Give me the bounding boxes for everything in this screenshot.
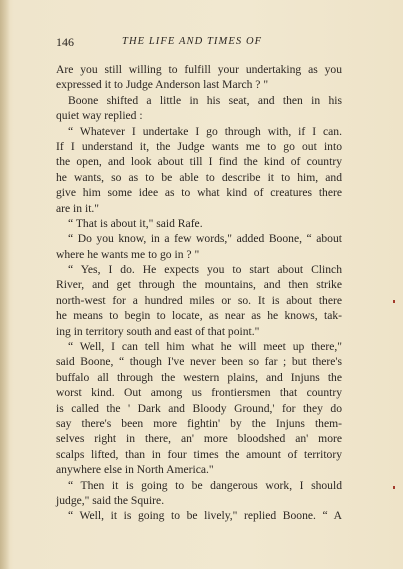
text-line: scalps lifted, than in four times the amount of territory <box>56 447 342 461</box>
spine-shadow <box>0 0 10 569</box>
page-edge-mark <box>393 486 395 489</box>
text-line: he means to begin to locate, as near as he knows, tak- <box>56 309 342 323</box>
text-line: give him some idee as to what kind of creatures there <box>56 186 342 200</box>
text-line: Boone shifted a little in his seat, and then in his <box>68 93 342 107</box>
text-line: quiet way replied : <box>56 109 143 123</box>
text-line: judge," said the Squire. <box>56 493 165 507</box>
text-line: “ Well, it is going to be lively," replied Boone. “ A <box>68 509 342 523</box>
text-line: worst kind. Out among us frontiersmen that country <box>56 386 342 400</box>
text-line: selves right in there, an' more bloodshed an' more <box>56 432 342 446</box>
text-line: expressed it to Judge Anderson last March ? " <box>56 78 269 92</box>
text-line: “ That is about it," said Rafe. <box>68 216 203 230</box>
text-line: said Boone, “ though I've never been so far ; but there's <box>56 355 342 369</box>
text-line: he wants, so as to be able to describe it to him, and <box>56 170 342 184</box>
text-line: “ Yes, I do. He expects you to start about Clinch <box>68 263 342 277</box>
text-line: “ Do you know, in a few words," added Boone, “ about <box>68 232 342 246</box>
text-line: where he wants me to go in ? " <box>56 247 200 261</box>
page-header <box>56 35 356 49</box>
body-text <box>56 62 342 524</box>
text-line: say there's been more fightin' by the Injuns them- <box>56 416 342 430</box>
text-line: If I understand it, the Judge wants me to go out into <box>56 139 342 153</box>
text-line: are in it." <box>56 201 100 215</box>
text-line: anywhere else in North America." <box>56 463 214 477</box>
running-head: THE LIFE AND TIMES OF <box>122 36 263 47</box>
text-line: “ Well, I can tell him what he will meet up there," <box>68 340 342 354</box>
text-line: “ Then it is going to be dangerous work, I should <box>68 478 342 492</box>
text-line: is called the ' Dark and Bloody Ground,' for they do <box>56 401 342 415</box>
text-line: Are you still willing to fulfill your undertaking as you <box>56 63 342 76</box>
page-edge-mark <box>393 300 395 303</box>
text-line: ing in territory south and east of that point." <box>56 324 260 338</box>
text-line: “ Whatever I undertake I go through with, if I can. <box>68 124 342 138</box>
text-line: River, and get through the mountains, and then strike <box>56 278 342 292</box>
text-line: the open, and look about till I find the kind of country <box>56 155 342 169</box>
text-line: north-west for a hundred miles or so. It is about there <box>56 293 342 307</box>
page-number: 146 <box>56 35 74 49</box>
text-line: buffalo all through the western plains, and Injuns the <box>56 370 342 384</box>
